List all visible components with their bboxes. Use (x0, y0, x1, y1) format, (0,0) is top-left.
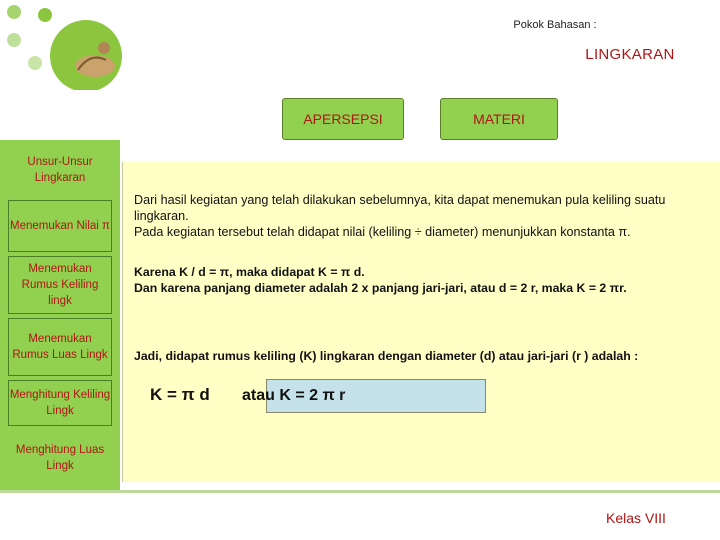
logo-dot (7, 33, 21, 47)
grade-label: Kelas VIII (606, 510, 666, 526)
materi-button[interactable]: MATERI (440, 98, 558, 140)
paragraph-line: Karena K / d = π, maka didapat K = π d. (134, 265, 365, 279)
logo-big-circle (50, 20, 122, 90)
content-paragraph-2 (134, 264, 709, 296)
content-paragraph-1 (134, 192, 709, 240)
mascot-head-icon (98, 42, 110, 54)
footer-divider (0, 490, 720, 493)
sidebar-item-menemukan-nilai-pi[interactable]: Menemukan Nilai π (8, 200, 112, 252)
paragraph-line: Dari hasil kegiatan yang telah dilakukan sebelumnya, kita dapat menemukan pula keliling suatu lingkaran. (134, 193, 666, 223)
paragraph-line: Pada kegiatan tersebut telah didapat nilai (keliling ÷ diameter) menunjukkan konstanta π. (134, 225, 631, 239)
logo-dot (7, 5, 21, 19)
sidebar-item-menghitung-luas[interactable]: Menghitung Luas Lingk (8, 432, 112, 484)
logo-graphic (0, 0, 130, 90)
content-paragraph-3: Jadi, didapat rumus keliling (K) lingkaran dengan diameter (d) atau jari-jari (r ) adalah : (134, 349, 639, 363)
apersepsi-button[interactable]: APERSEPSI (282, 98, 404, 140)
logo-dot (38, 8, 52, 22)
sidebar-item-rumus-keliling[interactable]: Menemukan Rumus Keliling lingk (8, 256, 112, 314)
subtitle: Pokok Bahasan : (513, 19, 597, 31)
logo-dot (28, 56, 42, 70)
formula-radius: atau K = 2 π r (242, 387, 346, 404)
paragraph-line: Dan karena panjang diameter adalah 2 x panjang jari-jari, atau d = 2 r, maka K = 2 πr. (134, 281, 627, 295)
page-title: LINGKARAN (585, 46, 675, 63)
sidebar-item-rumus-luas[interactable]: Menemukan Rumus Luas Lingk (8, 318, 112, 376)
sidebar-item-unsur-unsur[interactable]: Unsur-Unsur Lingkaran (8, 145, 112, 195)
sidebar-item-menghitung-keliling[interactable]: Menghitung Keliling Lingk (8, 380, 112, 426)
formula-diameter: K = π d (150, 385, 210, 404)
